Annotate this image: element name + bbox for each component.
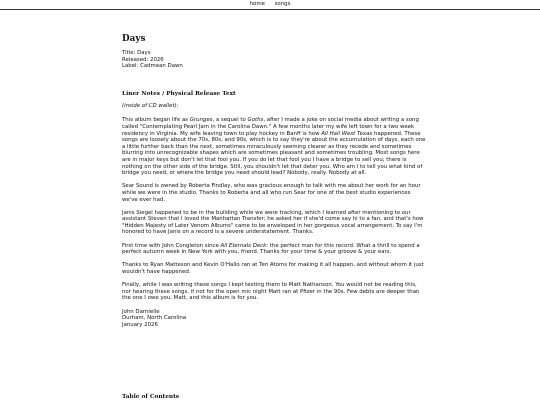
p1-all-hail-west-texas: All Hail West Texas bbox=[321, 130, 373, 137]
top-nav bbox=[0, 0, 540, 10]
signature-name: John Darnielle bbox=[122, 308, 160, 315]
main-content bbox=[122, 30, 427, 328]
p4-text-c: : the perfect man for this record. What a thrill to spend a perfect autumn week in New York with you, friend. Thanks for your time & your groove & your ears. bbox=[122, 242, 420, 256]
album-meta bbox=[122, 50, 427, 70]
meta-title: Title: Days bbox=[122, 50, 151, 56]
nav-songs-link[interactable]: songs bbox=[274, 1, 291, 7]
liner-paragraph-3: Janis Siegel happened to be in the building while we were tracking, which I learned after mentioning to our assistant Steven that I loved the Manhattan Transfer; he asked her if she'd come say hi to a fan, and that's how "Hidden Majesty of Later Venom Albums" came to be enveloped in her gorgeous vocal arrangement. To say I'm honored to have Janis on a record is a severe understatement. Thanks. bbox=[122, 209, 424, 236]
p1-text-a: This album began life as bbox=[122, 117, 190, 124]
p1-goths: Goths bbox=[247, 117, 264, 124]
liner-paragraph-4 bbox=[122, 243, 427, 256]
p4-all-eternals-deck: All Eternals Deck bbox=[220, 242, 267, 249]
liner-paragraph-6: Finally, while I was writing these songs I kept texting them to Matt Nathanson. You would not be reading this, nor hearing these songs, if not for the open mic night Matt ran at Pfizer in the 90s. Few debts are deeper than the one I owe you, Matt, and this album is for you. bbox=[122, 282, 420, 302]
liner-note-subheading: (inside of CD wallet): bbox=[122, 102, 179, 109]
liner-paragraph-2: Sear Sound is owned by Roberta Findlay, who was gracious enough to talk with me about her work for an hour while we were in the studio. Thanks to Roberta and all who run Sear for one of the best studio experiences we've ever had. bbox=[122, 183, 421, 203]
p1-text-e: , after I made a joke on social media about writing a song called "Contemplating Pearl Jam in the Carolina Dawn." A few months later my wife left town for a two week residency in Virginia. My wife leaving town to play hockey in Banff is how bbox=[122, 117, 419, 137]
signature bbox=[122, 309, 427, 329]
p4-text-a: First time with John Congleton since bbox=[122, 242, 221, 249]
p1-text-c: , a sequel to bbox=[212, 117, 248, 124]
signature-date: January 2026 bbox=[122, 321, 158, 328]
p1-grunges: Grunges bbox=[189, 117, 213, 124]
liner-notes-heading: Liner Notes / Physical Release Text bbox=[122, 90, 236, 97]
nav-home-link[interactable]: home bbox=[249, 1, 265, 7]
meta-released: Released: 2026 bbox=[122, 56, 164, 63]
p1-text-g: happened. These songs are loosely about the 70s, 80s, and 90s, which is to say they're about the accumulation of days, each one a little further back than the next, sometimes miraculously seeming clearer as they recede and sometimes blurring into unrecognizable shapes which are sometimes pleasant and sometimes troubling. Most songs here are in major keys but don't let that fool you. If you do let that fool you I have a bridge to sell you; there is nothing on the other side of the bridge. Still, you shouldn't let that deter you. Who am I to tell you what kind of bridge you need, or where the bridge you need should lead? Nobody, really. Nobody at all. bbox=[122, 130, 426, 177]
liner-paragraph-5: Thanks to Ryan Matteson and Kevin O'Hallo ran at Ten Atoms for making it all happen, and without whom it just wouldn't have happened. bbox=[122, 262, 424, 276]
page-title: Days bbox=[122, 34, 146, 44]
liner-paragraph-1 bbox=[122, 117, 427, 176]
table-of-contents-heading: Table of Contents bbox=[122, 394, 180, 400]
signature-place: Durham, North Carolina bbox=[122, 315, 187, 322]
meta-label: Label: Cadmean Dawn bbox=[122, 63, 183, 70]
